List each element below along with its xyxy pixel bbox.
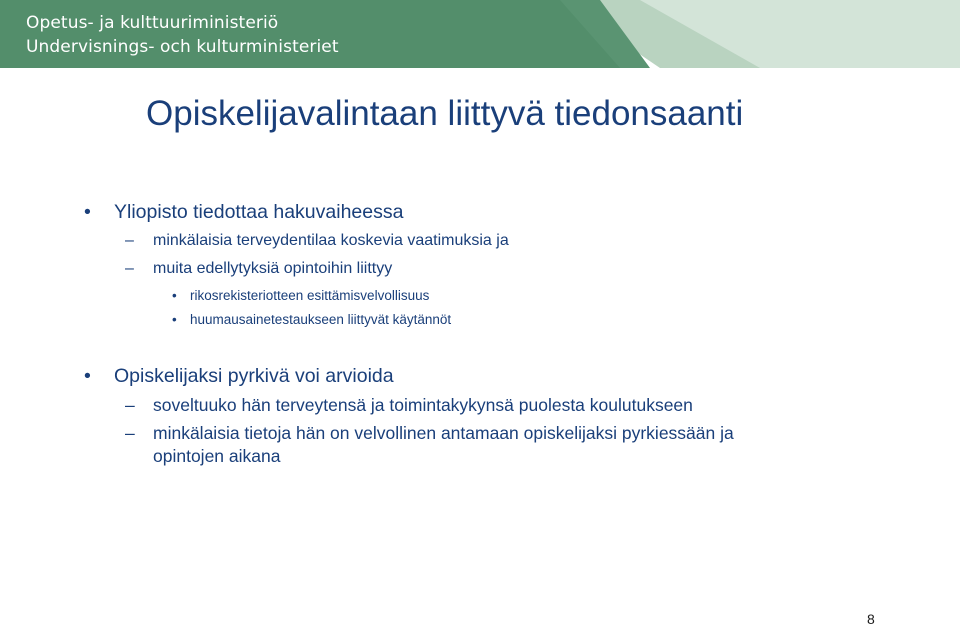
section1-heading-row	[84, 201, 404, 224]
ministry-name-sv: Undervisnings- och kulturministeriet	[26, 37, 339, 57]
section1-heading: Yliopisto tiedottaa hakuvaiheessa	[114, 201, 404, 223]
slide-title: Opiskelijavalintaan liittyvä tiedonsaanti	[146, 94, 744, 133]
section2-item: soveltuuko hän terveytensä ja toimintakykynsä puolesta koulutukseen	[153, 395, 693, 415]
section2-continuation-row	[153, 446, 280, 467]
section2-item-row	[125, 395, 693, 416]
header-band-graphic	[0, 0, 960, 68]
section2-heading-row	[84, 365, 394, 388]
bullet-dash-icon: –	[125, 423, 135, 443]
section1-subitem: rikosrekisteriotteen esittämisvelvollisuus	[190, 288, 430, 303]
bullet-dot-icon: •	[84, 365, 91, 387]
header-band	[0, 0, 960, 68]
bullet-dot-icon: •	[172, 312, 177, 327]
section1-subitem-row	[172, 288, 430, 303]
ministry-name-fi: Opetus- ja kulttuuriministeriö	[26, 13, 279, 33]
section2-heading: Opiskelijaksi pyrkivä voi arvioida	[114, 365, 394, 387]
bullet-dash-icon: –	[125, 232, 134, 249]
bullet-dash-icon: –	[125, 260, 134, 277]
section2-item: minkälaisia tietoja hän on velvollinen antamaan opiskelijaksi pyrkiessään ja	[153, 423, 734, 443]
section1-item-row	[125, 260, 393, 278]
section2-item-row	[125, 423, 734, 444]
section1-item: minkälaisia terveydentilaa koskevia vaatimuksia ja	[153, 232, 509, 249]
section1-item-row	[125, 232, 509, 250]
section1-subitem-row	[172, 312, 452, 327]
bullet-dash-icon: –	[125, 395, 135, 415]
section2-continuation: opintojen aikana	[153, 446, 281, 466]
page-number: 8	[867, 611, 875, 627]
section1-subitem: huumausainetestaukseen liittyvät käytännöt	[190, 312, 452, 327]
bullet-dot-icon: •	[172, 288, 177, 303]
bullet-dot-icon: •	[84, 201, 91, 223]
section1-item: muita edellytyksiä opintoihin liittyy	[153, 260, 393, 277]
